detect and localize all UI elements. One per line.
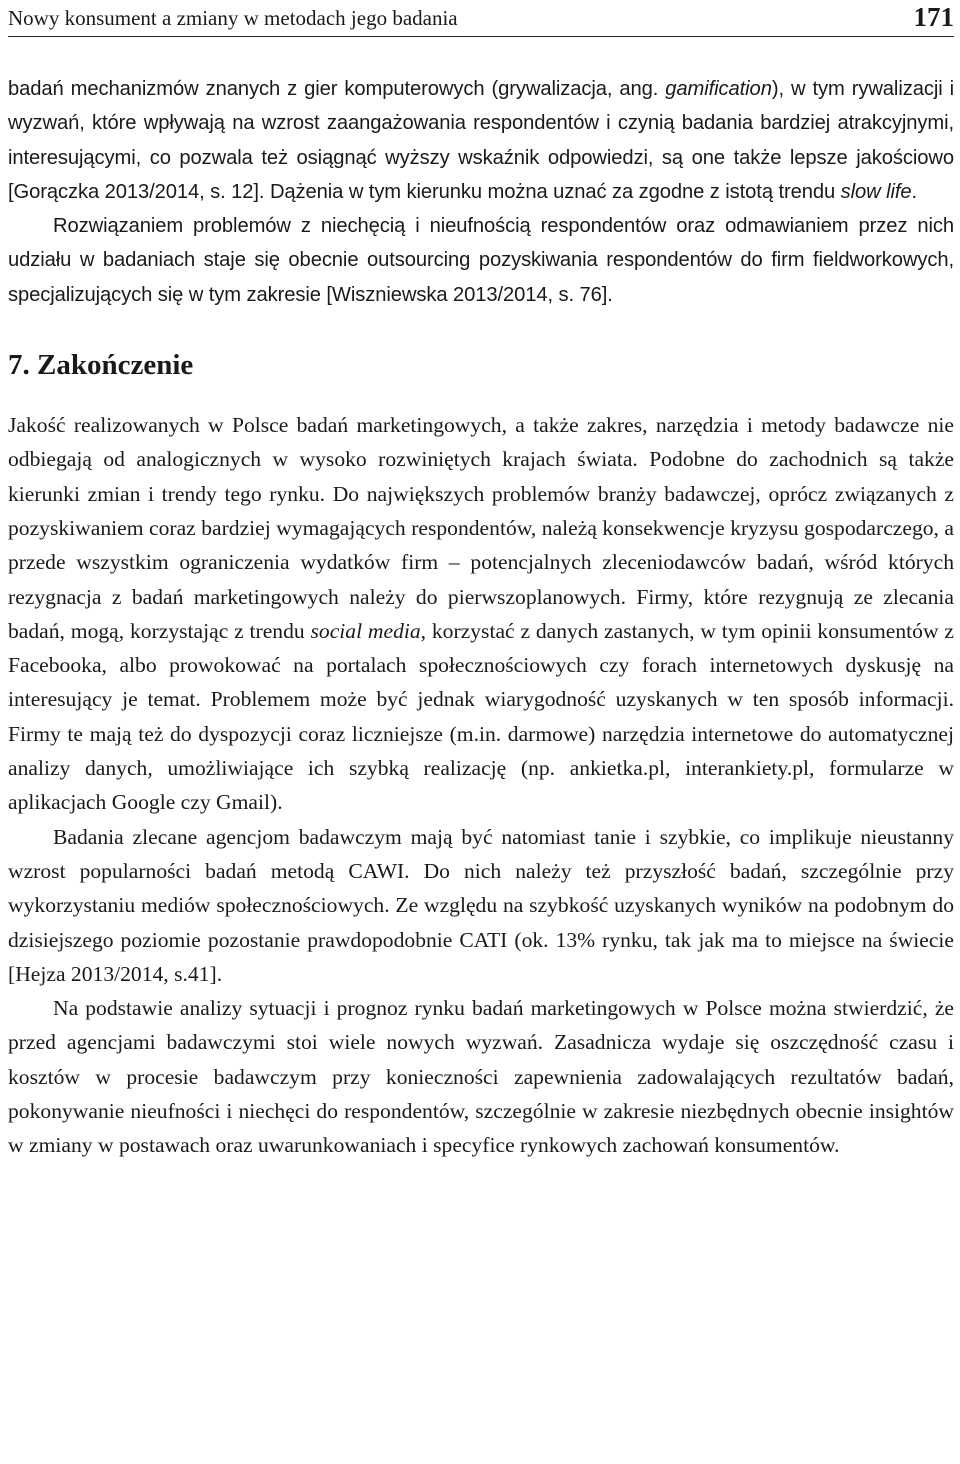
paragraph-1-italic-slow-life: slow life	[840, 180, 912, 203]
paragraph-1-italic-gamification: gamification	[665, 78, 772, 100]
document-page	[8, 0, 954, 1464]
paragraph-conclusion-3: Na podstawie analizy sytuacji i prognoz rynku badań marketingowych w Polsce można stwierdzić, że przed agencjami badawczymi stoi wiele nowych wyzwań. Zasadnicza wydaje się oszczędność czasu i kosztów w procesie badawczym przy konieczności zapewnienia zadowalających rezultatów badań, pokonywanie nieufności i niechęci do respondentów, szczególnie w zakresie niezbędnych obecnie insightów w zmiany w postawach oraz uwarunkowaniach i specyfice rynkowych zachowań konsumentów.	[8, 996, 954, 1158]
paragraph-1-text-b: ), w tym rywalizacji i wyzwań, które wpływają na wzrost zaangażowania respondentów i czynią badania bardziej atrakcyjnymi, interesującymi, co pozwala też osiągnąć wyższy wskaźnik odpowiedzi, są one także lepsze jakościowo [Gorączka 2013/2014, s. 12]. Dążenia w tym kierunku można uznać za zgodne z istotą trendu	[8, 78, 954, 203]
paragraph-outsourcing: Rozwiązaniem problemów z niechęcią i nieufnością respondentów oraz odmawianiem przez nich udziału w badaniach staje się obecnie outsourcing pozyskiwania respondentów do firm fieldworkowych, specjalizujących się w tym zakresie [Wiszniewska 2013/2014, s. 76].	[8, 215, 954, 306]
running-header	[8, 2, 954, 37]
paragraph-1-text-a: badań mechanizmów znanych z gier komputerowych (grywalizacja, ang.	[8, 78, 666, 100]
paragraph-3-text-a: Jakość realizowanych w Polsce badań marketingowych, a także zakres, narzędzia i metody badawcze nie odbiegają od analogicznych w wysoko rozwiniętych krajach świata. Podobne do zachodnich są także kierunki zmian i trendy tego rynku. Do największych problemów branży badawczej, oprócz związanych z pozyskiwaniem coraz bardziej wymagających respondentów, należą konsekwencje kryzysu gospodarczego, a przede wszystkim ograniczenia wydatków firm – potencjalnych zleceniodawców badań, wśród których rezygnacja z badań marketingowych należy do pierwszoplanowych. Firmy, które rezygnują ze zlecania badań, mogą, korzystając z trendu	[8, 413, 954, 643]
paragraph-conclusion-1	[8, 408, 954, 820]
paragraph-3-text-b: , korzystać z danych zastanych, w tym opinii konsumentów z Facebooka, albo prowokować na portalach społecznościowych czy forach internetowych dyskusję na interesujący je temat. Problemem może być jednak wiarygodność uzyskanych w ten sposób informacji. Firmy te mają też do dyspozycji coraz liczniejsze (m.in. darmowe) narzędzia internetowe do automatycznej analizy danych, umożliwiające ich szybką realizację (np. ankietka.pl, interankiety.pl, formularze w aplikacjach Google czy Gmail).	[8, 618, 954, 815]
paragraph-continuation	[8, 72, 954, 209]
paragraph-1-text-c: .	[911, 180, 918, 203]
body-text	[8, 72, 954, 1163]
section-heading: 7. Zakończenie	[8, 349, 194, 382]
page-number: 171	[913, 2, 954, 32]
paragraph-conclusion-2: Badania zlecane agencjom badawczym mają być natomiast tanie i szybkie, co implikuje nieustanny wzrost popularności badań metodą CAWI. Do nich należy też przyszłość badań, szczególnie przy wykorzystaniu mediów społecznościowych. Ze względu na szybkość uzyskanych wyników na podobnym do dzisiejszego poziomie pozostanie prawdopodobnie CATI (ok. 13% rynku, tak jak ma to miejsce na świecie [Hejza 2013/2014, s.41].	[8, 824, 954, 986]
running-title: Nowy konsument a zmiany w metodach jego badania	[8, 6, 458, 30]
paragraph-3-italic-social-media: social media	[310, 618, 421, 643]
